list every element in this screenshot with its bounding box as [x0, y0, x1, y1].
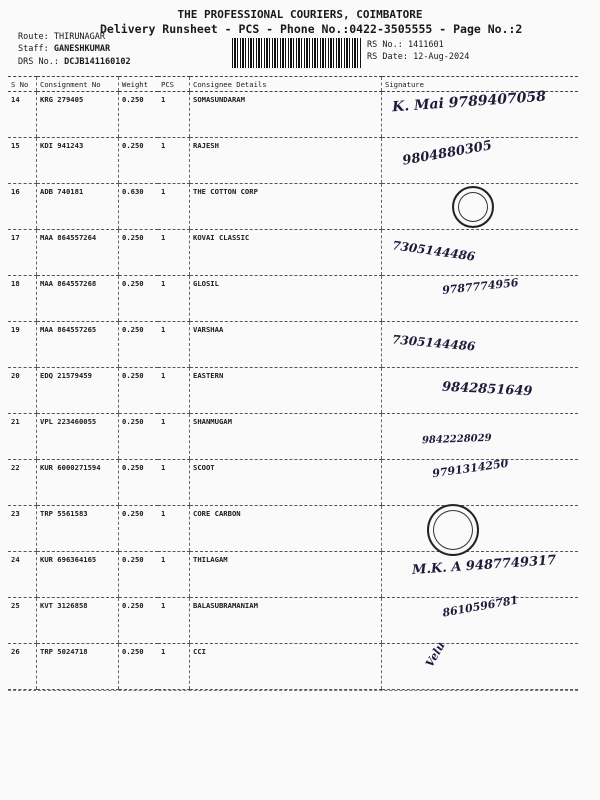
col-consignee: Consignee Details: [190, 77, 382, 92]
route-value: THIRUNAGAR: [53, 32, 106, 42]
row-sno: 18: [8, 276, 37, 322]
row-consignment: EDQ 21579459: [37, 368, 119, 414]
row-signature: [382, 368, 579, 414]
row-signature: [382, 456, 579, 506]
table-row: [8, 276, 578, 322]
handwritten-signature: 8610596781: [441, 593, 520, 620]
row-weight: 0.250: [119, 460, 159, 506]
rs-date-line: [367, 52, 469, 62]
row-consignee: CCI: [190, 644, 382, 690]
row-pcs: 1: [158, 414, 190, 460]
col-signature: Signature: [382, 77, 579, 92]
row-sno: 21: [8, 414, 37, 460]
row-consignee: BALASUBRAMANIAM: [190, 598, 382, 644]
col-pcs: PCS: [158, 77, 190, 92]
row-sno: 26: [8, 644, 37, 690]
row-consignment: KRG 279405: [37, 92, 119, 138]
row-consignment: TRP 5024718: [37, 644, 119, 690]
row-sno: 20: [8, 368, 37, 414]
row-consignee: THE COTTON CORP: [190, 184, 382, 230]
table-row: [8, 184, 578, 230]
runsheet-table: [8, 76, 578, 690]
staff-label: Staff:: [18, 44, 49, 54]
row-weight: 0.250: [119, 644, 159, 690]
row-signature: [382, 506, 579, 552]
row-consignee: THILAGAM: [190, 552, 382, 598]
table-row: [8, 598, 578, 644]
handwritten-signature: 7305144486: [391, 332, 476, 354]
row-consignee: RAJESH: [190, 138, 382, 184]
handwritten-signature: M.K. A 9487749317: [411, 552, 557, 579]
row-sno: 19: [8, 322, 37, 368]
row-sno: 14: [8, 92, 37, 138]
row-consignee: VARSHAA: [190, 322, 382, 368]
route-line: [18, 32, 105, 42]
table-header-row: [8, 77, 578, 92]
row-weight: 0.250: [119, 414, 159, 460]
row-consignment: ADB 740181: [37, 184, 119, 230]
row-consignee: SCOOT: [190, 460, 382, 506]
table-row: [8, 506, 578, 552]
table-row: [8, 138, 578, 184]
handwritten-signature: 9791314250: [431, 456, 510, 481]
col-consignment: Consignment No: [37, 77, 119, 92]
row-signature: [382, 184, 579, 230]
row-weight: 0.250: [119, 506, 159, 552]
row-consignment: VPL 223460055: [37, 414, 119, 460]
row-pcs: 1: [158, 598, 190, 644]
handwritten-signature: 9804880305: [401, 138, 494, 169]
row-consignment: KUR 696364165: [37, 552, 119, 598]
row-sno: 25: [8, 598, 37, 644]
row-consignee: GLOSIL: [190, 276, 382, 322]
handwritten-signature: 9787774956: [441, 276, 520, 297]
row-pcs: 1: [158, 92, 190, 138]
row-consignment: MAA 864557268: [37, 276, 119, 322]
company-stamp: [452, 186, 494, 228]
handwritten-signature: 9842228029: [421, 432, 492, 447]
row-signature: [382, 414, 579, 460]
row-weight: 0.630: [119, 184, 159, 230]
rs-no-line: [367, 40, 444, 50]
row-weight: 0.250: [119, 138, 159, 184]
row-sno: 15: [8, 138, 37, 184]
row-consignee: EASTERN: [190, 368, 382, 414]
row-pcs: 1: [158, 644, 190, 690]
handwritten-signature: 9842851649: [441, 379, 533, 400]
row-pcs: 1: [158, 138, 190, 184]
row-signature: [382, 230, 579, 276]
rs-no-label: RS No.:: [367, 40, 403, 50]
row-consignment: KVT 3126858: [37, 598, 119, 644]
handwritten-signature: K. Mai 9789407058: [391, 88, 547, 116]
drs-label: DRS No.:: [18, 57, 59, 67]
rs-date-label: RS Date:: [367, 52, 408, 62]
staff-line: [18, 44, 110, 54]
row-pcs: 1: [158, 552, 190, 598]
drs-line: [18, 57, 131, 67]
row-pcs: 1: [158, 184, 190, 230]
row-consignment: TRP 5561583: [37, 506, 119, 552]
row-weight: 0.250: [119, 368, 159, 414]
row-weight: 0.250: [119, 552, 159, 598]
row-weight: 0.250: [119, 230, 159, 276]
row-consignment: KUR 6000271594: [37, 460, 119, 506]
row-pcs: 1: [158, 322, 190, 368]
row-signature: [382, 552, 579, 598]
row-sno: 17: [8, 230, 37, 276]
rs-date-value: 12-Aug-2024: [413, 52, 470, 62]
row-signature: [382, 639, 579, 690]
row-consignee: SHANMUGAM: [190, 414, 382, 460]
row-signature: [382, 593, 579, 644]
row-weight: 0.250: [119, 598, 159, 644]
footer-divider: [8, 690, 578, 691]
row-pcs: 1: [158, 506, 190, 552]
table-row: [8, 230, 578, 276]
row-weight: 0.250: [119, 322, 159, 368]
row-consignee: CORE CARBON: [190, 506, 382, 552]
row-consignee: SOMASUNDARAM: [190, 92, 382, 138]
row-consignment: MAA 864557264: [37, 230, 119, 276]
table-row: [8, 414, 578, 460]
row-pcs: 1: [158, 460, 190, 506]
row-consignee: KOVAI CLASSIC: [190, 230, 382, 276]
handwritten-signature: Velu: [423, 639, 448, 670]
row-sno: 24: [8, 552, 37, 598]
table-row: [8, 92, 578, 138]
row-sno: 22: [8, 460, 37, 506]
row-signature: [382, 276, 579, 322]
drs-value: DCJB141160102: [64, 57, 131, 67]
table-row: [8, 552, 578, 598]
table-row: [8, 460, 578, 506]
row-signature: [382, 322, 579, 368]
row-pcs: 1: [158, 368, 190, 414]
row-consignment: MAA 864557265: [37, 322, 119, 368]
row-signature: [382, 88, 579, 138]
row-consignment: KDI 941243: [37, 138, 119, 184]
row-pcs: 1: [158, 276, 190, 322]
company-stamp: [427, 504, 479, 556]
col-sno: S No: [8, 77, 37, 92]
table-row: [8, 644, 578, 690]
barcode: [232, 38, 362, 68]
row-sno: 23: [8, 506, 37, 552]
row-signature: [382, 138, 579, 184]
rs-no-value: 1411601: [407, 40, 444, 50]
runsheet-title: Delivery Runsheet - PCS - Phone No.:0422-3505555 - Page No.:2: [100, 22, 523, 36]
col-weight: Weight: [119, 77, 159, 92]
table-body: [8, 88, 578, 690]
table-row: [8, 322, 578, 368]
row-pcs: 1: [158, 230, 190, 276]
handwritten-signature: 7305144486: [391, 238, 477, 264]
row-sno: 16: [8, 184, 37, 230]
table-row: [8, 368, 578, 414]
row-weight: 0.250: [119, 92, 159, 138]
route-label: Route:: [18, 32, 49, 42]
company-title: THE PROFESSIONAL COURIERS, COIMBATORE: [177, 8, 423, 21]
staff-value: GANESHKUMAR: [53, 44, 111, 54]
row-weight: 0.250: [119, 276, 159, 322]
